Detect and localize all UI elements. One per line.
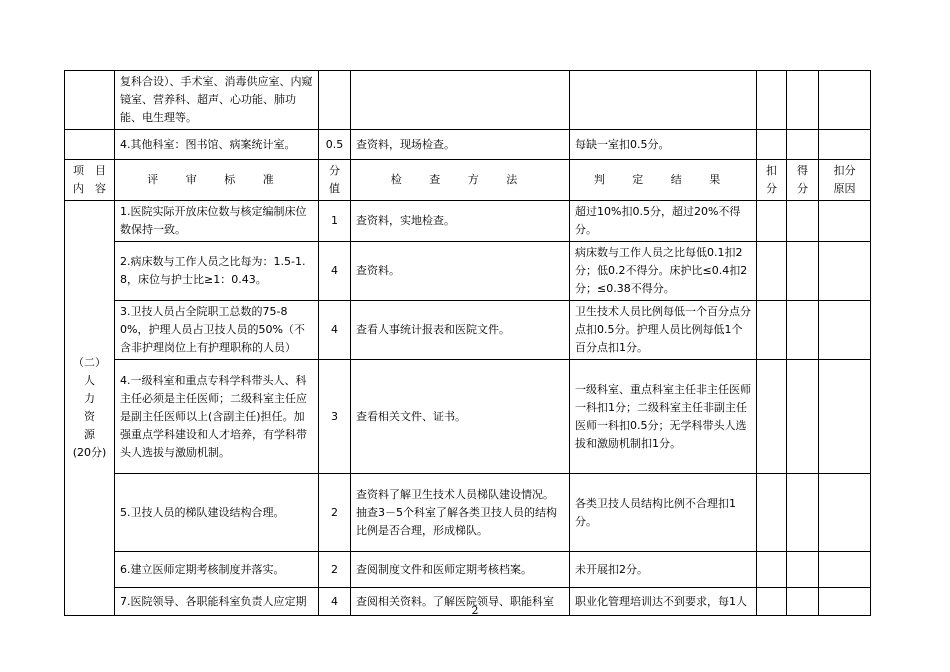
score-cell: 4 [319, 588, 351, 616]
table-row [65, 130, 871, 160]
method-cell: 查阅制度文件和医师定期考核档案。 [351, 552, 570, 588]
header-reason [819, 160, 871, 201]
header-deduct-line2: 分 [766, 182, 777, 195]
table-row [65, 301, 871, 360]
item-cell [65, 71, 115, 130]
header-deduct [757, 160, 787, 201]
method-cell: 查看人事统计报表和医院文件。 [351, 301, 570, 360]
score-cell: 3 [319, 360, 351, 474]
result-cell: 未开展扣2分。 [570, 552, 757, 588]
standard-cell: 2.病床数与工作人员之比每为：1.5-1.8，床位与护士比≥1：0.43。 [115, 242, 319, 301]
method-cell: 查资料，实地检查。 [351, 201, 570, 242]
method-cell: 查资料了解卫生技术人员梯队建设情况。抽查3－5个科室了解各类卫技人员的结构比例是否合理，形成梯队。 [351, 474, 570, 552]
evaluation-table [64, 70, 871, 616]
header-reason-line2: 原因 [833, 182, 856, 195]
header-reason-line1: 扣分 [833, 164, 856, 177]
method-cell: 查资料，现场检查。 [351, 130, 570, 160]
reason-cell [819, 301, 871, 360]
reason-cell [819, 360, 871, 474]
result-cell: 一级科室、重点科室主任非主任医师一科扣1分；二级科室主任非副主任医师一科扣0.5分；无学科带头人选拔和激励机制扣1分。 [570, 360, 757, 474]
header-score-line1: 分 [329, 164, 340, 177]
group-line5: 源 [84, 428, 95, 441]
get-cell [787, 242, 819, 301]
score-cell: 2 [319, 474, 351, 552]
score-cell: 0.5 [319, 130, 351, 160]
group-line3: 力 [84, 392, 95, 405]
result-cell: 病床数与工作人员之比每低0.1扣2分；低0.2不得分。床护比≤0.4扣2分；≤0.38不得分。 [570, 242, 757, 301]
header-deduct-line1: 扣 [766, 164, 777, 177]
reason-cell [819, 201, 871, 242]
result-cell: 超过10%扣0.5分，超过20%不得分。 [570, 201, 757, 242]
deduct-cell [757, 474, 787, 552]
table-row [65, 360, 871, 474]
group-cell-human-resources [65, 201, 115, 616]
deduct-cell [757, 301, 787, 360]
get-cell [787, 201, 819, 242]
score-cell: 4 [319, 301, 351, 360]
table-row [65, 71, 871, 130]
group-line4: 资 [84, 410, 95, 423]
standard-cell: 4.其他科室：图书馆、病案统计室。 [115, 130, 319, 160]
group-line2: 人 [84, 374, 95, 387]
get-cell [787, 71, 819, 130]
deduct-cell [757, 242, 787, 301]
header-method: 检 查 方 法 [351, 160, 570, 201]
deduct-cell [757, 201, 787, 242]
standard-cell: 1.医院实际开放床位数与核定编制床位数保持一致。 [115, 201, 319, 242]
header-item-line2: 内 容 [73, 182, 106, 195]
header-get-line2: 分 [797, 182, 808, 195]
header-item-line1: 项 目 [73, 164, 106, 177]
header-score-line2: 值 [329, 182, 340, 195]
standard-cell: 4.一级科室和重点专科学科带头人、科主任必须是主任医师；二级科室主任应是副主任医师以上(含副主任)担任。加强重点学科建设和人才培养，有学科带头人选拔与激励机制。 [115, 360, 319, 474]
table-row [65, 201, 871, 242]
method-cell: 查看相关文件、证书。 [351, 360, 570, 474]
get-cell [787, 301, 819, 360]
header-row [65, 160, 871, 201]
method-cell: 查阅相关资料。了解医院领导、职能科室 [351, 588, 570, 616]
standard-cell: 7.医院领导、各职能科室负责人应定期 [115, 588, 319, 616]
score-cell: 1 [319, 201, 351, 242]
page-number: 2 [471, 604, 479, 617]
header-score [319, 160, 351, 201]
group-line1: （二） [73, 356, 106, 369]
method-cell: 查资料。 [351, 242, 570, 301]
get-cell [787, 130, 819, 160]
result-cell: 每缺一室扣0.5分。 [570, 130, 757, 160]
score-cell [319, 71, 351, 130]
deduct-cell [757, 130, 787, 160]
header-get [787, 160, 819, 201]
result-cell [570, 71, 757, 130]
deduct-cell [757, 552, 787, 588]
reason-cell [819, 552, 871, 588]
reason-cell [819, 474, 871, 552]
result-cell: 各类卫技人员结构比例不合理扣1分。 [570, 474, 757, 552]
reason-cell [819, 130, 871, 160]
get-cell [787, 360, 819, 474]
table-row [65, 242, 871, 301]
reason-cell [819, 71, 871, 130]
standard-cell: 复科合设）、手术室、消毒供应室、内窥镜室、营养科、超声、心功能、肺功能、电生理等。 [115, 71, 319, 130]
item-cell [65, 130, 115, 160]
group-line6: (20分) [72, 446, 107, 459]
score-cell: 4 [319, 242, 351, 301]
header-standard: 评 审 标 准 [115, 160, 319, 201]
standard-cell: 3.卫技人员占全院职工总数的75-80%，护理人员占卫技人员的50%（不含非护理岗位上有护理职称的人员） [115, 301, 319, 360]
table-row [65, 552, 871, 588]
standard-cell: 5.卫技人员的梯队建设结构合理。 [115, 474, 319, 552]
standard-cell: 6.建立医师定期考核制度并落实。 [115, 552, 319, 588]
header-get-line1: 得 [797, 164, 808, 177]
table-row [65, 474, 871, 552]
header-item [65, 160, 115, 201]
result-cell: 职业化管理培训达不到要求，每1人 [570, 588, 757, 616]
method-cell [351, 71, 570, 130]
deduct-cell [757, 360, 787, 474]
header-result: 判 定 结 果 [570, 160, 757, 201]
get-cell [787, 474, 819, 552]
reason-cell [819, 242, 871, 301]
result-cell: 卫生技术人员比例每低一个百分点分点扣0.5分。护理人员比例每低1个百分点扣1分。 [570, 301, 757, 360]
get-cell [787, 552, 819, 588]
score-cell: 2 [319, 552, 351, 588]
deduct-cell [757, 71, 787, 130]
